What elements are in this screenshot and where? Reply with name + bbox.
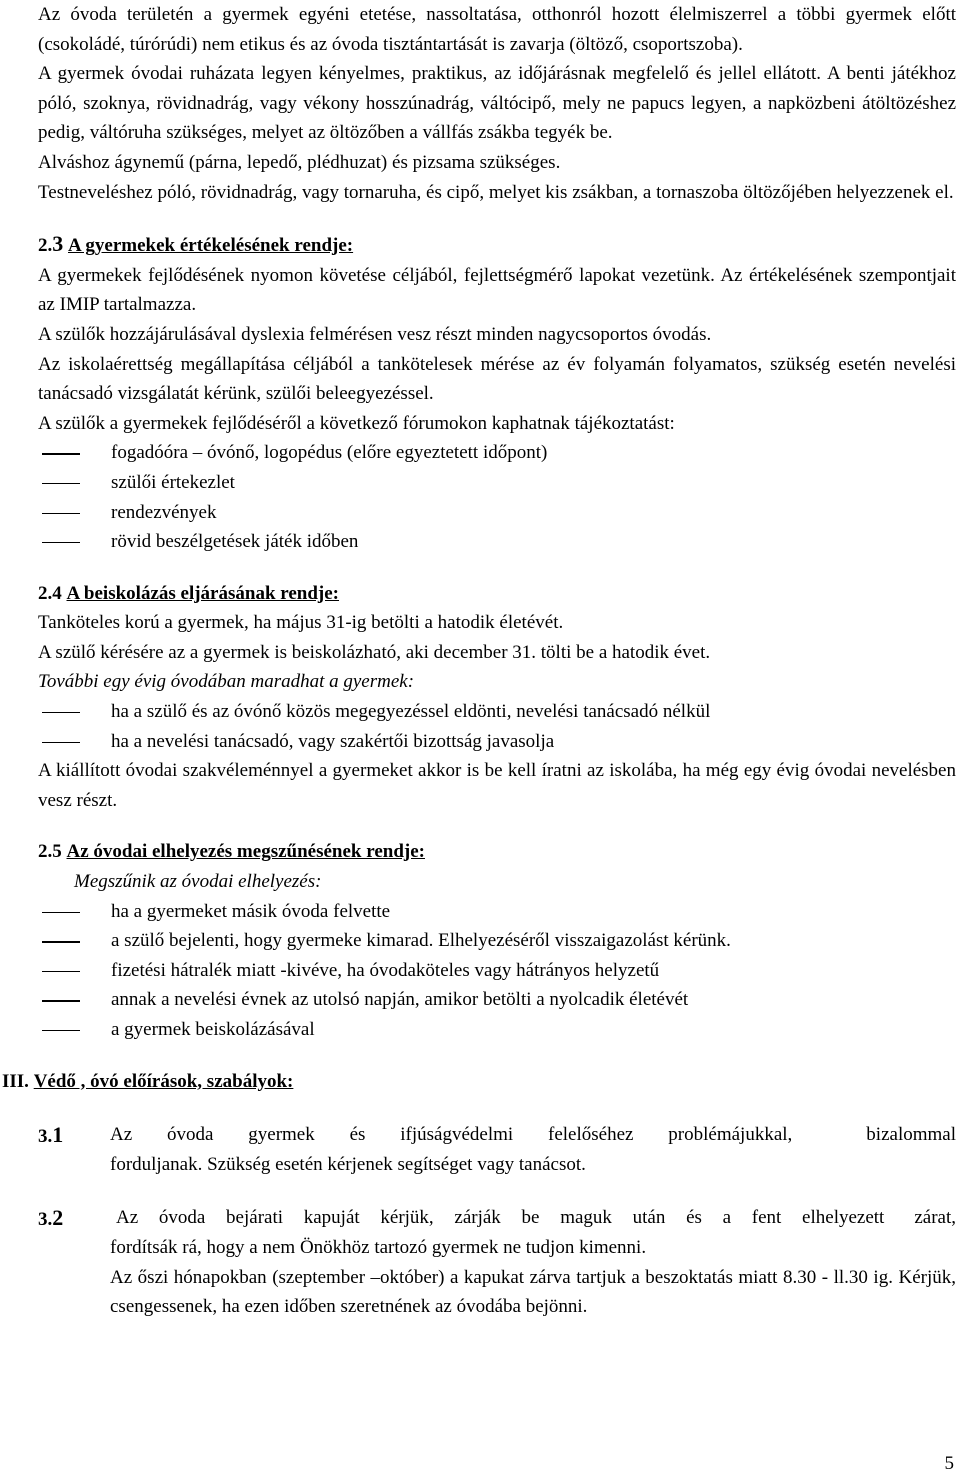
list-item: fogadóóra – óvónő, logopédus (előre egyeztetett időpont) xyxy=(38,438,956,468)
intro-paragraph: Az óvoda területén a gyermek egyéni etetése, nassoltatása, otthonról hozott élelmiszerrel a többi gyermek előtt (csokoládé, túrórúdi) nem etikus és az óvoda tisztántartását is zavarja (öltöző, csoportszoba). xyxy=(38,4,956,55)
list-item: annak a nevelési évnek az utolsó napján, amikor betölti a nyolcadik életévét xyxy=(38,985,956,1015)
paragraph-line: forduljanak. Szükség esetén kérjenek segítséget vagy tanácsot. xyxy=(110,1153,586,1175)
paragraph-line: Az óvoda bejárati kapuját kérjük, zárják be maguk után és a fent elhelyezett zárat, xyxy=(116,1207,956,1229)
subsection-number: 3.2 xyxy=(38,1205,64,1231)
list-item: rövid beszélgetések játék időben xyxy=(38,527,956,557)
page-number: 5 xyxy=(944,1453,954,1475)
subsection-3-2 xyxy=(38,1203,956,1321)
paragraph: Tanköteles korú a gyermek, ha május 31-ig betölti a hatodik életévét. xyxy=(38,612,564,634)
paragraph: Az iskolaérettség megállapítása céljából a tankötelesek mérése az év folyamán folyamatos, szükség esetén nevelési tanácsadó vizsgálatát kérünk, szülői beleegyezéssel. xyxy=(38,353,956,405)
intro-paragraph: A gyermek óvodai ruházata legyen kényelmes, praktikus, az időjárásnak megfelelő és jellel ellátott. A benti játékhoz póló, szoknya, rövidnadrág, vagy vékony hosszúnadrág, váltócipő, mely ne papucs legyen, a napközbeni átöltözéshez pedig, váltóruha szükséges, melyet az öltözőben a vállfás zsákba tegyék be. xyxy=(38,63,956,144)
paragraph: A gyermekek fejlődésének nyomon követése céljából, fejlettségmérő lapokat vezetünk. Az értékelésének szempontjait az IMIP tartalmazza. xyxy=(38,264,956,316)
section-2-5 xyxy=(38,837,956,1044)
section-title: A gyermekek értékelésének rendje: xyxy=(68,235,354,257)
subsection-number: 3.1 xyxy=(38,1122,64,1148)
section-title: A beiskolázás eljárásának rendje: xyxy=(66,582,340,604)
section-title: Védő , óvó előírások, szabályok: xyxy=(33,1070,294,1092)
intro-paragraph: Alváshoz ágynemű (párna, lepedő, plédhuzat) és pizsama szükséges. xyxy=(38,151,561,173)
paragraph: A szülő kérésére az a gyermek is beiskolázható, aki december 31. tölti be a hatodik évet. xyxy=(38,641,711,663)
section-heading: III. Védő , óvó előírások, szabályok: xyxy=(2,1070,294,1092)
list-item: a gyermek beiskolázásával xyxy=(38,1015,956,1045)
paragraph: A szülők a gyermekek fejlődéséről a következő fórumokon kaphatnak tájékoztatást: xyxy=(38,412,675,434)
section-heading: 2.4 A beiskolázás eljárásának rendje: xyxy=(38,582,340,604)
list-item: ha a szülő és az óvónő közös megegyezéssel eldönti, nevelési tanácsadó nélkül xyxy=(38,697,956,727)
section-heading: 2.5 Az óvodai elhelyezés megszűnésének rendje: xyxy=(38,841,425,863)
subsection-3-1 xyxy=(38,1120,956,1179)
list-item: ha a gyermeket másik óvoda felvette xyxy=(38,897,956,927)
list-item: a szülő bejelenti, hogy gyermeke kimarad. Elhelyezéséről visszaigazolást kérünk. xyxy=(38,926,956,956)
paragraph: A szülők hozzájárulásával dyslexia felmérésen vesz részt minden nagycsoportos óvodás. xyxy=(38,323,712,345)
paragraph: A kiállított óvodai szakvéleménnyel a gyermeket akkor is be kell íratni az iskolába, ha még egy évig óvodai nevelésben vesz részt. xyxy=(38,760,956,811)
list-item: fizetési hátralék miatt -kivéve, ha óvodaköteles vagy hátrányos helyzetű xyxy=(38,956,956,986)
list-item: ha a nevelési tanácsadó, vagy szakértői bizottság javasolja xyxy=(38,727,956,757)
paragraph: További egy évig óvodában maradhat a gyermek: xyxy=(38,671,415,693)
list-item: szülői értekezlet xyxy=(38,468,956,498)
section-2-4 xyxy=(38,579,956,816)
paragraph: Az őszi hónapokban (szeptember –október) a kapukat zárva tartjuk a beszoktatás miatt 8.30 - ll.30 ig. Kérjük, csengessenek, ha ezen időben szeretnének az óvodába bejönni. xyxy=(110,1266,956,1318)
section-title: Az óvodai elhelyezés megszűnésének rendje: xyxy=(66,841,425,863)
section-heading: 2.3 A gyermekek értékelésének rendje: xyxy=(38,231,354,257)
paragraph: Megszűnik az óvodai elhelyezés: xyxy=(74,871,322,893)
list-item: rendezvények xyxy=(38,498,956,528)
paragraph-line: Az óvoda gyermek és ifjúságvédelmi felelőséhez problémájukkal, bizalommal xyxy=(110,1124,956,1146)
section-III xyxy=(2,1067,956,1322)
dash-list xyxy=(38,438,956,556)
section-2-3 xyxy=(38,229,956,557)
intro-paragraph: Testneveléshez póló, rövidnadrág, vagy tornaruha, és cipő, melyet kis zsákban, a tornaszoba öltözőjében helyezzenek el. xyxy=(38,181,954,203)
paragraph-line: fordítsák rá, hogy a nem Önökhöz tartozó gyermek ne tudjon kimenni. xyxy=(110,1236,647,1258)
dash-list xyxy=(38,897,956,1045)
document-page xyxy=(2,0,956,1322)
dash-list xyxy=(38,697,956,756)
